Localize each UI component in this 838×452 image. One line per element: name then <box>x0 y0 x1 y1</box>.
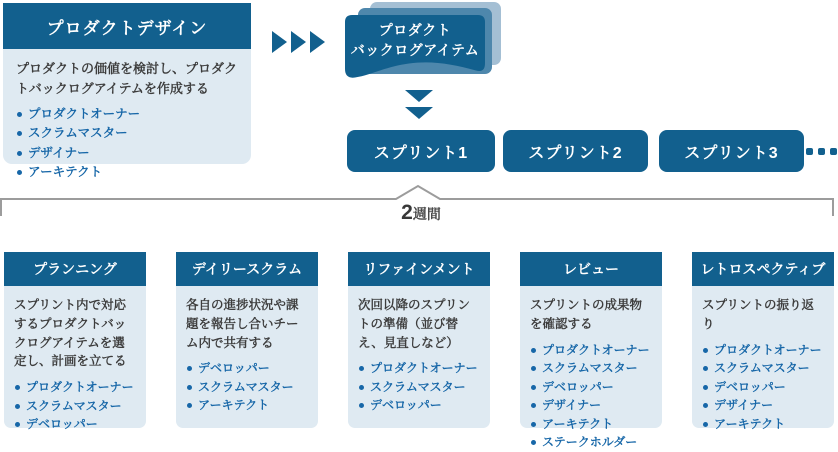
role-item: スクラムマスター <box>16 124 238 143</box>
role-item: アーキテクト <box>16 163 238 182</box>
sprint-3-box: スプリント3 <box>659 130 804 172</box>
role-item: デベロッパー <box>186 359 308 378</box>
product-design-description: プロダクトの価値を検討し、プロダクトバックログアイテムを作成する <box>16 59 238 98</box>
role-item: アーキテクト <box>530 415 652 434</box>
ceremony-role-list <box>14 378 136 434</box>
ceremony-description: 各自の進捗状況や課題を報告し合いチーム内で共有する <box>186 296 308 352</box>
role-item: デベロッパー <box>702 378 824 397</box>
duration-unit: 週間 <box>413 206 441 222</box>
product-design-role-list <box>16 105 238 183</box>
product-backlog-label <box>345 15 485 67</box>
role-item: プロダクトオーナー <box>530 341 652 360</box>
product-design-card <box>3 3 251 164</box>
flow-right-arrows-icon <box>272 31 325 53</box>
ellipsis-dot <box>806 148 813 155</box>
role-item: スクラムマスター <box>702 359 824 378</box>
role-item: デザイナー <box>530 396 652 415</box>
role-item: ステークホルダー <box>530 433 652 452</box>
role-item: スクラムマスター <box>186 378 308 397</box>
backlog-label-line1: プロダクト <box>379 21 452 41</box>
ceremony-description: 次回以降のスプリントの準備（並び替え、見直しなど） <box>358 296 480 352</box>
role-item: デザイナー <box>702 396 824 415</box>
role-item: スクラムマスター <box>530 359 652 378</box>
ceremony-role-list <box>186 359 308 415</box>
ceremony-description: スプリントの成果物を確認する <box>530 296 652 334</box>
ceremony-title: レビュー <box>520 252 662 286</box>
ceremony-body <box>520 286 662 452</box>
role-item: プロダクトオーナー <box>702 341 824 360</box>
ceremony-description: スプリント内で対応するプロダクトバックログアイテムを選定し、計画を立てる <box>14 296 136 371</box>
ceremony-card-refinement <box>348 252 490 428</box>
role-item: デザイナー <box>16 144 238 163</box>
ellipsis-dot <box>830 148 837 155</box>
ceremony-card-review <box>520 252 662 428</box>
role-item: デベロッパー <box>358 396 480 415</box>
arrow-right-icon <box>291 31 306 53</box>
ceremony-title: リファインメント <box>348 252 490 286</box>
role-item: アーキテクト <box>702 415 824 434</box>
role-item: デベロッパー <box>530 378 652 397</box>
role-item: アーキテクト <box>186 396 308 415</box>
arrow-down-icon <box>405 90 433 102</box>
flow-down-arrows-icon <box>405 90 433 119</box>
duration-label <box>347 201 495 225</box>
ceremony-role-list <box>358 359 480 415</box>
product-design-body <box>3 49 251 183</box>
arrow-down-icon <box>405 107 433 119</box>
ceremony-body <box>348 286 490 415</box>
role-item: スクラムマスター <box>14 397 136 416</box>
product-backlog-card-stack <box>338 0 508 92</box>
arrow-right-icon <box>272 31 287 53</box>
sprint-2-box: スプリント2 <box>503 130 648 172</box>
ceremony-body <box>176 286 318 415</box>
ceremony-card-daily-scrum <box>176 252 318 428</box>
ceremony-title: デイリースクラム <box>176 252 318 286</box>
ceremony-role-list <box>702 341 824 434</box>
duration-value: 2 <box>401 201 413 224</box>
ceremony-card-planning <box>4 252 146 428</box>
product-design-title: プロダクトデザイン <box>3 3 251 49</box>
ceremony-description: スプリントの振り返り <box>702 296 824 334</box>
role-item: スクラムマスター <box>358 378 480 397</box>
role-item: デベロッパー <box>14 415 136 434</box>
ceremony-card-retrospective <box>692 252 834 428</box>
backlog-label-line2: バックログアイテム <box>351 41 480 61</box>
role-item: プロダクトオーナー <box>14 378 136 397</box>
role-item: プロダクトオーナー <box>16 105 238 124</box>
ceremony-body <box>692 286 834 433</box>
arrow-right-icon <box>310 31 325 53</box>
sprint-1-box: スプリント1 <box>347 130 495 172</box>
ceremony-title: プランニング <box>4 252 146 286</box>
ellipsis-dot <box>818 148 825 155</box>
more-sprints-ellipsis-icon <box>806 148 837 155</box>
ceremony-body <box>4 286 146 434</box>
role-item: プロダクトオーナー <box>358 359 480 378</box>
ceremony-role-list <box>530 341 652 452</box>
sprint-ceremonies-row <box>4 252 834 428</box>
ceremony-title: レトロスペクティブ <box>692 252 834 286</box>
